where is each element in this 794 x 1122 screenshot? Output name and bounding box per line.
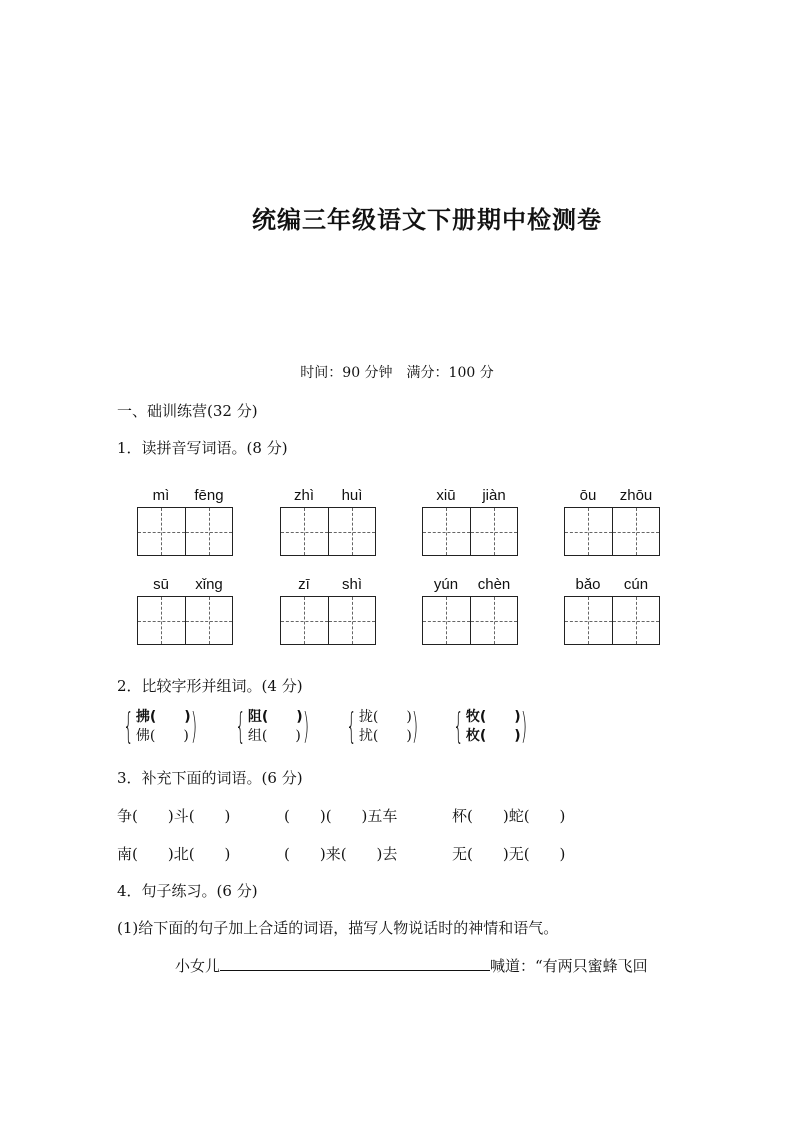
pinyin-label: cún [623,576,649,593]
writing-grid[interactable] [422,596,518,645]
idiom-blank[interactable]: 南( )北( ) [117,845,231,863]
pinyin-label: sū [153,576,169,593]
left-brace: { [453,706,464,747]
idiom-blank[interactable]: 无( )无( ) [452,845,566,863]
pinyin-group [422,487,518,556]
pinyin-label: zī [298,576,310,593]
pinyin-group [422,576,518,645]
writing-grid[interactable] [137,596,233,645]
compare-item[interactable]: 阻( ) [247,709,303,725]
question-2-heading: 2．比较字形并组词。(4 分) [117,677,303,695]
pinyin-label: xǐng [195,576,223,593]
idiom-blank[interactable]: ( )来( )去 [284,845,398,863]
compare-item[interactable]: 拂( ) [135,709,191,725]
writing-grid[interactable] [280,596,376,645]
pinyin-label: jiàn [482,487,506,504]
right-brace: ) [411,706,419,747]
compare-item[interactable]: 扰( ) [358,728,412,744]
sentence-start: 小女儿 [175,957,221,975]
right-brace: ) [302,706,309,747]
compare-item[interactable]: 枚( ) [465,728,521,744]
pinyin-group [137,576,233,645]
left-brace: { [123,706,134,747]
writing-grid[interactable] [137,507,233,556]
page-title: 统编三年级语文下册期中检测卷 [252,206,602,234]
compare-pair [447,708,531,746]
fill-sentence [175,955,648,976]
left-brace: { [235,706,246,747]
pinyin-label: ōu [579,487,597,504]
exam-meta: 时间：90 分钟 满分：100 分 [300,365,494,381]
pinyin-label: zhōu [619,487,653,504]
pinyin-label: mì [152,487,170,504]
right-brace: ) [190,706,197,747]
question-3-heading: 3．补充下面的词语。(6 分) [117,769,303,787]
compare-item[interactable]: 牧( ) [465,709,521,725]
pinyin-group [564,487,660,556]
compare-item[interactable]: 佛( ) [135,728,189,744]
writing-grid[interactable] [564,596,660,645]
compare-item[interactable]: 组( ) [247,728,301,744]
compare-pair [340,708,422,746]
writing-grid[interactable] [422,507,518,556]
pinyin-label: fēng [194,487,224,504]
pinyin-label: yún [433,576,459,593]
question-1-heading: 1．读拼音写词语。(8 分) [117,439,288,457]
question-4-sub1: (1)给下面的句子加上合适的词语，描写人物说话时的神情和语气。 [117,919,559,937]
answer-blank[interactable] [220,956,490,971]
compare-pair [117,708,201,746]
pinyin-label: huì [341,487,363,504]
idiom-blank[interactable]: 杯( )蛇( ) [452,807,566,825]
idiom-blank[interactable]: 争( )斗( ) [117,807,231,825]
section-heading: 一、础训练营(32 分) [117,402,258,420]
sentence-end: 喊道：“有两只蜜蜂飞回 [490,957,648,975]
pinyin-group [564,576,660,645]
writing-grid[interactable] [280,507,376,556]
pinyin-group [280,576,376,645]
pinyin-group [137,487,233,556]
pinyin-label: zhì [293,487,314,504]
pinyin-label: chèn [477,576,511,593]
compare-item[interactable]: 拢( ) [358,709,412,725]
idiom-blank[interactable]: ( )( )五车 [284,807,398,825]
compare-pair [229,708,313,746]
writing-grid[interactable] [564,507,660,556]
left-brace: { [346,706,357,747]
question-4-heading: 4．句子练习。(6 分) [117,882,258,900]
pinyin-label: shì [341,576,362,593]
right-brace: ) [520,706,527,747]
pinyin-group [280,487,376,556]
pinyin-label: xiū [436,487,456,504]
pinyin-label: bǎo [575,576,601,593]
